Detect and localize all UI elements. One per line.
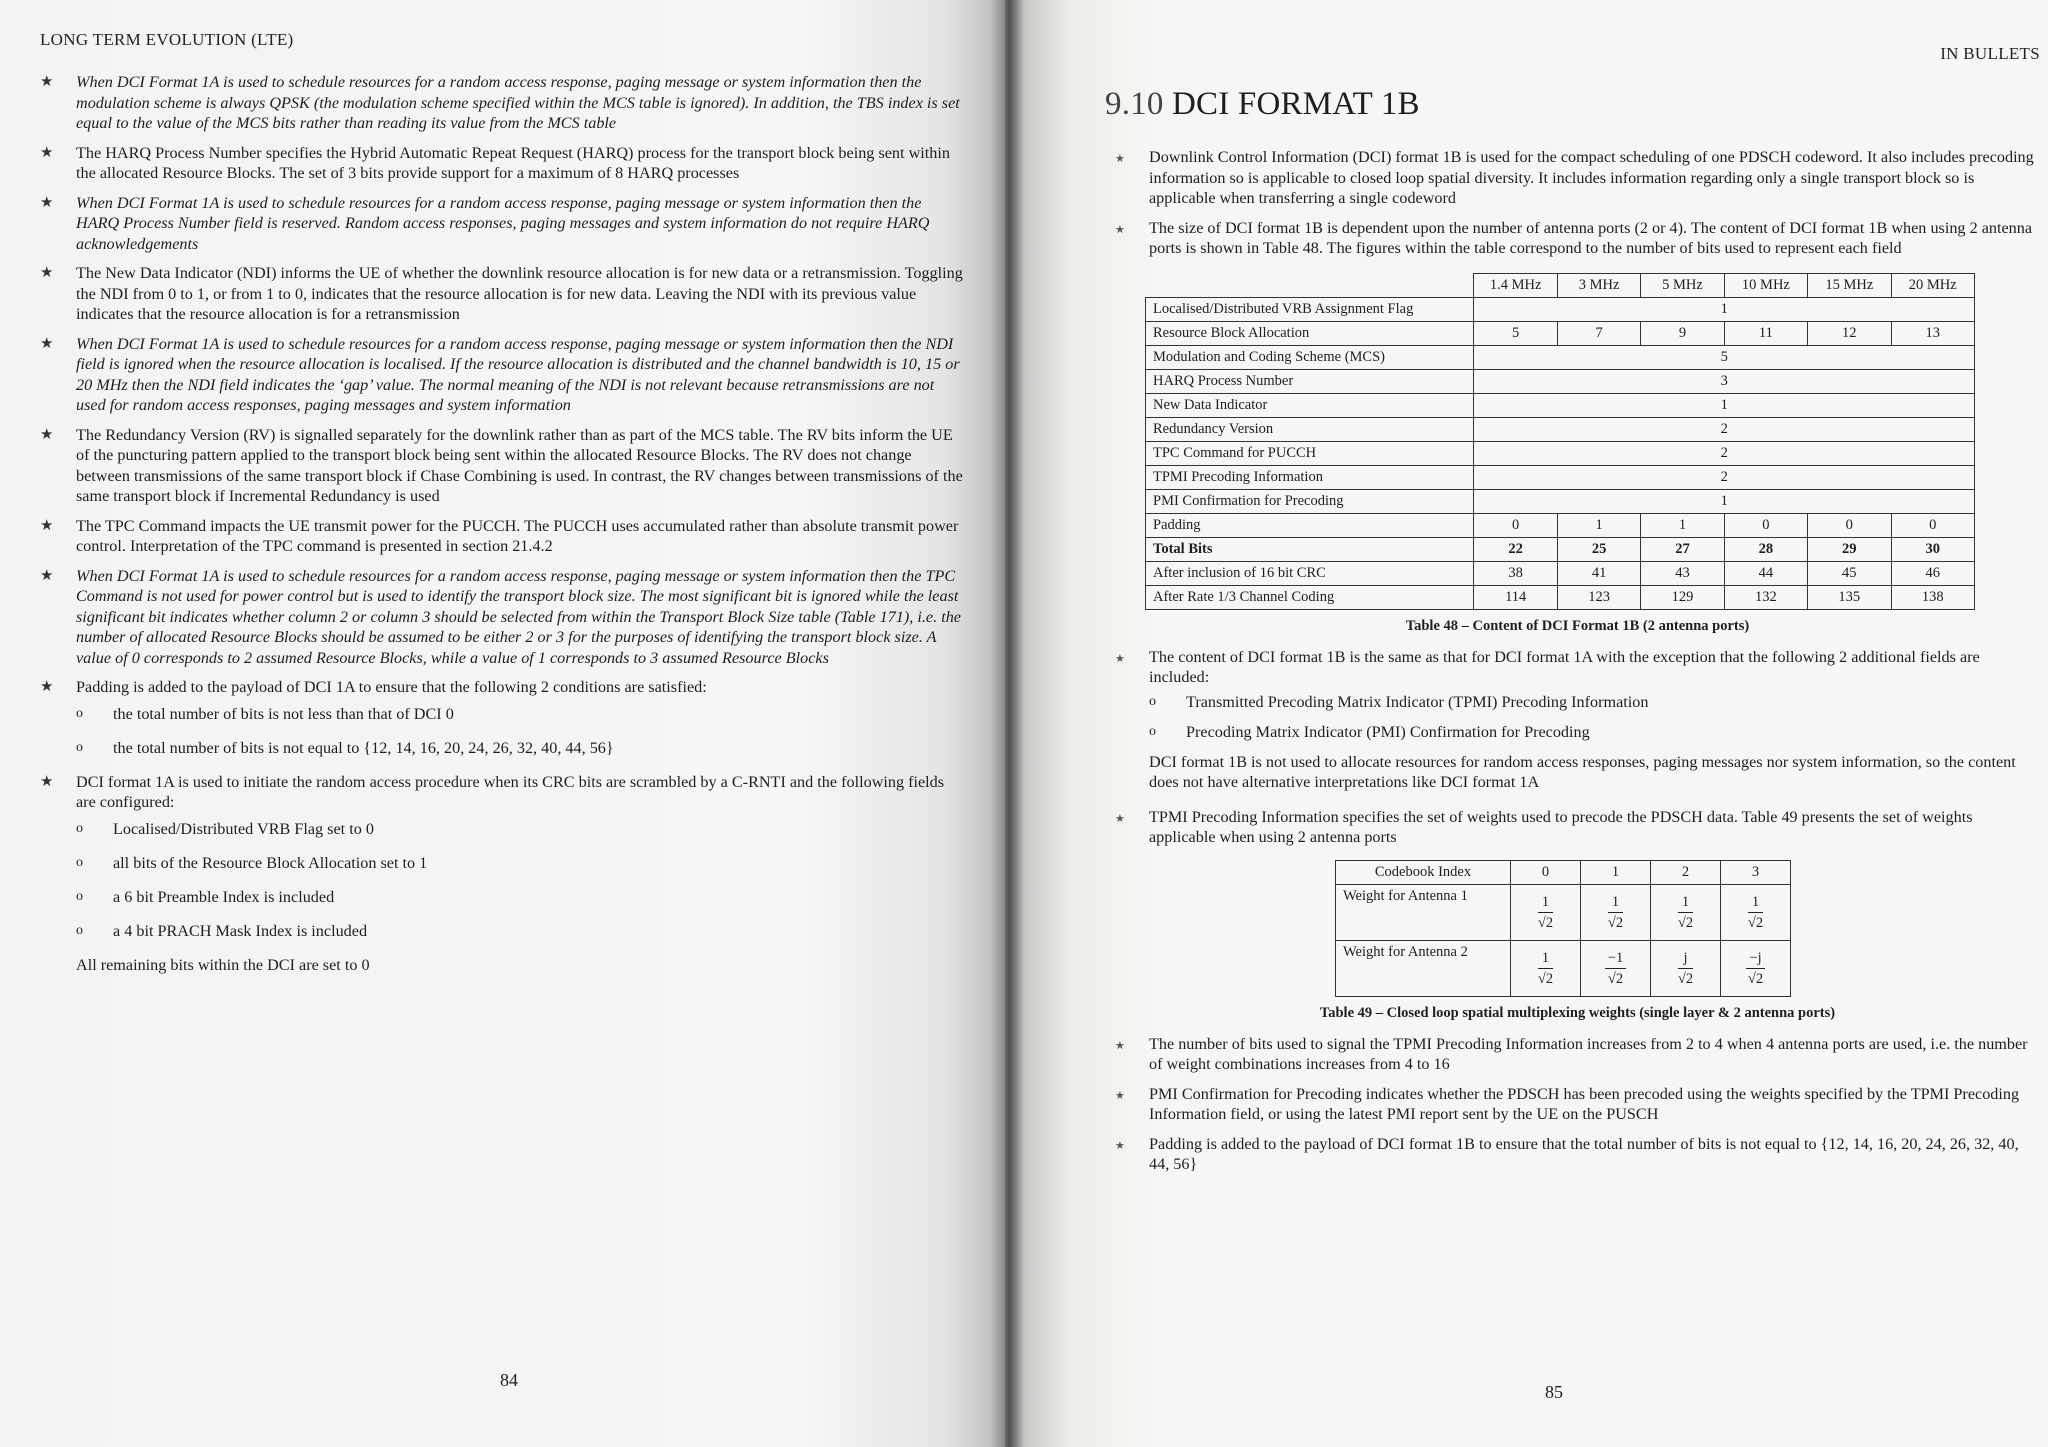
star-bullet-icon: ★ (1115, 1089, 1125, 1102)
sub-item: o a 4 bit PRACH Mask Index is included (76, 921, 368, 940)
bullet-item (40, 334, 965, 416)
table-49-row (1336, 940, 1791, 996)
bullet-item (40, 566, 965, 669)
row-label: Weight for Antenna 2 (1336, 940, 1511, 996)
table-row (1146, 417, 1975, 441)
table-row (1146, 537, 1975, 561)
rach-fields (76, 819, 965, 941)
table-48-header-row (1146, 273, 1975, 297)
star-bullet-icon: ★ (40, 74, 54, 90)
weight-fraction (1678, 892, 1693, 933)
table-row (1146, 513, 1975, 537)
format-1b-note: DCI format 1B is not used to allocate resources for random access responses, paging messages nor system information, so the content does not have alternative interpretations like DCI format 1A (1149, 752, 2016, 791)
cell-value: 29 (1808, 537, 1891, 561)
running-head-left: LONG TERM EVOLUTION (LTE) (40, 30, 294, 49)
page-number-left: 84 (500, 1370, 518, 1390)
row-label: PMI Confirmation for Precoding (1146, 489, 1474, 513)
sub-item: o Localised/Distributed VRB Flag set to 0 (76, 819, 374, 838)
row-value: 1 (1474, 297, 1975, 321)
row-value: 1 (1474, 489, 1975, 513)
weight-cell (1511, 884, 1581, 940)
star-bullet-icon: ★ (40, 567, 54, 584)
left-page (0, 0, 1005, 1447)
cell-value: 132 (1724, 585, 1807, 609)
bullet-text: The New Data Indicator (NDI) informs the UE of whether the downlink resource allocation is for new data or a retransmission. Toggling the NDI from 0 to 1, or from 1 to 0, indicates that the resource allocation is for new data. Leaving the NDI with its previous value indicates that the resource allocation is for a retransmission (76, 264, 963, 323)
row-label: HARQ Process Number (1146, 369, 1474, 393)
cell-value: 30 (1891, 537, 1975, 561)
fraction-denominator: √2 (1607, 970, 1624, 987)
row-label: TPMI Precoding Information (1146, 465, 1474, 489)
weight-fraction (1748, 892, 1763, 933)
section-title: DCI FORMAT 1B (1172, 86, 1420, 122)
cell-value: 12 (1808, 321, 1891, 345)
weight-fraction (1746, 948, 1764, 989)
bullet-text: The TPC Command impacts the UE transmit power for the PUCCH. The PUCCH uses accumulated rather than absolute transmit power control. Interpretation of the TPC command is presented in section 21.4.2 (76, 516, 959, 555)
fraction-numerator: 1 (1608, 892, 1623, 913)
star-bullet-icon: ★ (40, 773, 54, 790)
weight-fraction (1605, 948, 1626, 989)
weight-fraction (1538, 892, 1553, 933)
weight-fraction (1678, 948, 1693, 989)
cell-value: 44 (1724, 561, 1807, 585)
sub-item: o all bits of the Resource Block Allocation set to 1 (76, 853, 428, 872)
section-heading (1105, 86, 2040, 123)
row-label: Localised/Distributed VRB Assignment Flag (1146, 297, 1474, 321)
weight-cell (1511, 940, 1581, 996)
cell-value: 114 (1474, 585, 1557, 609)
fraction-numerator: 1 (1748, 892, 1763, 913)
bullet-text: When DCI Format 1A is used to schedule resources for a random access response, paging message or system information then the TPC Command is not used for power control but is used to identify the transport block size. The most significant bit is ignored while the least significant bit indicates whether column 2 or column 3 should be selected from within the Transport Block Size table (Table 171), i.e. the number of allocated Resource Blocks should be assumed to be either 2 or 3 for the purposes of identifying the transport block size. A value of 0 corresponds to 2 assumed Resource Blocks, while a value of 1 corresponds to 3 assumed Resource Blocks (76, 566, 961, 667)
weight-cell (1651, 884, 1721, 940)
cell-value: 129 (1641, 585, 1724, 609)
star-bullet-icon: ★ (40, 679, 54, 695)
star-bullet-icon: ★ (40, 194, 54, 211)
sub-item: o the total number of bits is not equal to {12, 14, 16, 20, 24, 26, 32, 40, 44, 56} (76, 738, 614, 757)
star-bullet-icon: ★ (40, 426, 54, 443)
sub-item: o Transmitted Precoding Matrix Indicator (TPMI) Precoding Information (1149, 692, 1649, 711)
fraction-numerator: 1 (1678, 892, 1693, 913)
bullet-text: The HARQ Process Number specifies the Hybrid Automatic Repeat Request (HARQ) process for the transport block being sent within the allocated Resource Blocks. The set of 3 bits provide support for a maximum of 8 HARQ processes (76, 143, 950, 182)
table-row (1146, 369, 1975, 393)
cell-value: 11 (1724, 321, 1807, 345)
table-49-index: 2 (1651, 860, 1721, 884)
bullet-item (40, 72, 965, 134)
fraction-denominator: √2 (1747, 914, 1764, 931)
fraction-numerator: j (1678, 948, 1693, 969)
cell-value: 13 (1891, 321, 1975, 345)
row-label: Modulation and Coding Scheme (MCS) (1146, 345, 1474, 369)
star-bullet-icon: ★ (40, 335, 54, 352)
row-value: 1 (1474, 393, 1975, 417)
cell-value: 123 (1557, 585, 1640, 609)
bullet-item (40, 143, 965, 184)
table-row (1146, 465, 1975, 489)
table-row (1146, 585, 1975, 609)
fraction-numerator: −j (1746, 948, 1764, 969)
circle-bullet-icon: o (76, 854, 83, 870)
table-49-header-label: Codebook Index (1336, 860, 1511, 884)
table-48-caption: Table 48 – Content of DCI Format 1B (2 antenna ports) (1405, 617, 1750, 634)
circle-bullet-icon: o (76, 820, 83, 836)
fraction-denominator: √2 (1677, 914, 1694, 931)
row-label: Resource Block Allocation (1146, 321, 1474, 345)
cell-value: 135 (1808, 585, 1891, 609)
fraction-denominator: √2 (1677, 970, 1694, 987)
table-49-index: 3 (1721, 860, 1791, 884)
bullet-item (40, 263, 965, 325)
table-48-column-header: 5 MHz (1641, 273, 1724, 297)
cell-value: 5 (1474, 321, 1557, 345)
sub-item: o the total number of bits is not less than that of DCI 0 (76, 704, 454, 723)
rach-bullet: ★ DCI format 1A is used to initiate the random access procedure when its CRC bits are scrambled by a C-RNTI and the following fields are configured: o Localised/Distributed VRB Flag set to 0 o all bits of the Resource Block Allocation set to 1 o a 6 bit Preamble Index is included o a 4 bit PRACH Mask Index is included All remaining bits within the DCI are set to 0 (40, 772, 965, 975)
table-row (1146, 489, 1975, 513)
bullet-item (40, 193, 965, 255)
post-table-bullet: ★ The content of DCI format 1B is the same as that for DCI format 1A with the exception that the following 2 additional fields are included: o Transmitted Precoding Matrix Indicator (TPMI) Precoding Information o Precoding Matrix Indicator (PMI) Confirmation for Precoding (1115, 647, 2040, 742)
cell-value: 0 (1474, 513, 1557, 537)
bullet-text: When DCI Format 1A is used to schedule resources for a random access response, paging message or system information then the NDI field is ignored when the resource allocation is localised. If the resource allocation is distributed and the channel bandwidth is 10, 15 or 20 MHz then the NDI field indicates the ‘gap’ value. The normal meaning of the NDI is not relevant because retransmissions are not used for random access responses, paging messages and system information (76, 334, 960, 414)
row-value: 2 (1474, 417, 1975, 441)
intro-bullet-list (1115, 147, 2040, 259)
fraction-numerator: −1 (1605, 948, 1626, 969)
fraction-denominator: √2 (1537, 970, 1554, 987)
weight-fraction (1608, 892, 1623, 933)
star-bullet-icon: ★ (1115, 1139, 1125, 1152)
cell-value: 22 (1474, 537, 1557, 561)
table-row (1146, 297, 1975, 321)
table-row (1146, 441, 1975, 465)
cell-value: 1 (1557, 513, 1640, 537)
star-bullet-icon: ★ (1115, 223, 1125, 236)
tpmi-bullet: ★ TPMI Precoding Information specifies the set of weights used to precode the PDSCH data. Table 49 presents the set of weights applicable when using 2 antenna ports (1115, 807, 1973, 846)
final-bullet-list (1115, 1034, 2040, 1175)
left-bullet-list (40, 72, 965, 668)
star-bullet-icon: ★ (1115, 812, 1125, 825)
row-label: Weight for Antenna 1 (1336, 884, 1511, 940)
weight-cell (1721, 884, 1791, 940)
intro-bullet: ★ Downlink Control Information (DCI) format 1B is used for the compact scheduling of one PDSCH codeword. It also includes precoding information so is applicable to closed loop spatial diversity. It includes information regarding only a single transport block so is applicable when transferring a single codeword (1115, 148, 2034, 207)
star-bullet-icon: ★ (40, 265, 54, 281)
table-row (1146, 321, 1975, 345)
circle-bullet-icon: o (76, 705, 83, 721)
additional-fields (1149, 692, 2040, 742)
circle-bullet-icon: o (76, 739, 83, 755)
final-bullet: ★ The number of bits used to signal the TPMI Precoding Information increases from 2 to 4 when 4 antenna ports are used, i.e. the number of weight combinations increases from 4 to 16 (1115, 1034, 2028, 1073)
book-gutter-shadow (990, 0, 1024, 1447)
cell-value: 138 (1891, 585, 1975, 609)
circle-bullet-icon: o (76, 922, 83, 938)
bullet-item (40, 516, 965, 557)
cell-value: 7 (1557, 321, 1640, 345)
weight-cell (1721, 940, 1791, 996)
cell-value: 27 (1641, 537, 1724, 561)
section-number: 9.10 (1105, 86, 1164, 122)
cell-value: 0 (1724, 513, 1807, 537)
left-bullet-list-2 (40, 677, 965, 975)
table-48-column-header: 3 MHz (1557, 273, 1640, 297)
weight-cell (1581, 884, 1651, 940)
final-bullet: ★ PMI Confirmation for Precoding indicates whether the PDSCH has been precoded using the weights specified by the TPMI Precoding Information field, or using the latest PMI report sent by the UE on the PUSCH (1115, 1084, 2020, 1123)
bullet-text: The Redundancy Version (RV) is signalled separately for the downlink rather than as part of the MCS table. The RV bits inform the UE of the puncturing pattern applied to the transport block being sent within the allocated Resource Blocks. The RV does not change between transmissions of the same transport block if Chase Combining is used. In contrast, the RV changes between transmissions of the same transport block if Incremental Redundancy is used (76, 425, 963, 505)
cell-value: 43 (1641, 561, 1724, 585)
table-48 (1145, 273, 1975, 610)
table-48-corner (1146, 273, 1474, 297)
circle-bullet-icon: o (76, 888, 83, 904)
star-bullet-icon: ★ (1115, 1039, 1125, 1052)
page-number-right: 85 (1545, 1382, 1563, 1402)
cell-value: 0 (1808, 513, 1891, 537)
row-value: 2 (1474, 441, 1975, 465)
final-bullet: ★ Padding is added to the payload of DCI format 1B to ensure that the total number of bits is not equal to {12, 14, 16, 20, 24, 26, 32, 40, 44, 56} (1115, 1134, 2019, 1173)
bullet-item (40, 425, 965, 507)
cell-value: 28 (1724, 537, 1807, 561)
weight-cell (1581, 940, 1651, 996)
weight-cell (1651, 940, 1721, 996)
table-48-column-header: 15 MHz (1808, 273, 1891, 297)
row-value: 5 (1474, 345, 1975, 369)
rach-trailing-text: All remaining bits within the DCI are set to 0 (76, 955, 370, 974)
row-label: TPC Command for PUCCH (1146, 441, 1474, 465)
table-49 (1335, 860, 1791, 997)
running-head-right: IN BULLETS (1940, 44, 2040, 63)
fraction-denominator: √2 (1537, 914, 1554, 931)
cell-value: 41 (1557, 561, 1640, 585)
fraction-denominator: √2 (1607, 914, 1624, 931)
table-48-column-header: 1.4 MHz (1474, 273, 1557, 297)
table-49-row (1336, 884, 1791, 940)
row-label: After inclusion of 16 bit CRC (1146, 561, 1474, 585)
tpmi-bullet-list (1115, 807, 2040, 848)
cell-value: 0 (1891, 513, 1975, 537)
table-49-caption: Table 49 – Closed loop spatial multiplexing weights (single layer & 2 antenna ports) (1319, 1004, 1836, 1021)
cell-value: 38 (1474, 561, 1557, 585)
table-48-column-header: 10 MHz (1724, 273, 1807, 297)
circle-bullet-icon: o (1149, 693, 1156, 709)
row-label: After Rate 1/3 Channel Coding (1146, 585, 1474, 609)
row-value: 2 (1474, 465, 1975, 489)
sub-item: o a 6 bit Preamble Index is included (76, 887, 335, 906)
fraction-denominator: √2 (1747, 970, 1764, 987)
cell-value: 1 (1641, 513, 1724, 537)
right-page (1005, 0, 2048, 1447)
sub-item: o Precoding Matrix Indicator (PMI) Confirmation for Precoding (1149, 722, 1590, 741)
table-row (1146, 561, 1975, 585)
fraction-numerator: 1 (1538, 892, 1553, 913)
row-label: Padding (1146, 513, 1474, 537)
table-49-index: 1 (1581, 860, 1651, 884)
row-label: New Data Indicator (1146, 393, 1474, 417)
table-row (1146, 393, 1975, 417)
cell-value: 9 (1641, 321, 1724, 345)
fraction-numerator: 1 (1538, 948, 1553, 969)
cell-value: 45 (1808, 561, 1891, 585)
bullet-text: When DCI Format 1A is used to schedule resources for a random access response, paging message or system information then the modulation scheme is always QPSK (the modulation scheme specified within the MCS table is ignored). In addition, the TBS index is set equal to the value of the MCS bits rather than reading its value from the MCS table (76, 73, 960, 132)
table-48-column-header: 20 MHz (1891, 273, 1975, 297)
star-bullet-icon: ★ (40, 517, 54, 534)
cell-value: 46 (1891, 561, 1975, 585)
table-row (1146, 345, 1975, 369)
intro-bullet: ★ The size of DCI format 1B is dependent upon the number of antenna ports (2 or 4). The content of DCI format 1B when using 2 antenna ports is shown in Table 48. The figures within the table correspond to the number of bits used to represent each field (1115, 218, 2033, 257)
padding-bullet: ★ Padding is added to the payload of DCI 1A to ensure that the following 2 conditions are satisfied: o the total number of bits is not less than that of DCI 0 o the total number of bits is not equal to {12, 14, 16, 20, 24, 26, 32, 40, 44, 56} (40, 677, 965, 758)
row-value: 3 (1474, 369, 1975, 393)
padding-conditions (76, 704, 965, 758)
weight-fraction (1538, 948, 1553, 989)
star-bullet-icon: ★ (1115, 153, 1125, 165)
star-bullet-icon: ★ (40, 144, 54, 161)
bullet-text: When DCI Format 1A is used to schedule resources for a random access response, paging message or system information then the HARQ Process Number field is reserved. Random access responses, paging messages and system information do not require HARQ acknowledgements (76, 193, 930, 253)
star-bullet-icon: ★ (1115, 652, 1125, 665)
row-label: Redundancy Version (1146, 417, 1474, 441)
table-49-index: 0 (1511, 860, 1581, 884)
circle-bullet-icon: o (1149, 723, 1156, 739)
cell-value: 25 (1557, 537, 1640, 561)
table-49-header-row (1336, 860, 1791, 884)
post-table-bullet-list (1115, 647, 2040, 742)
row-label: Total Bits (1146, 537, 1474, 561)
